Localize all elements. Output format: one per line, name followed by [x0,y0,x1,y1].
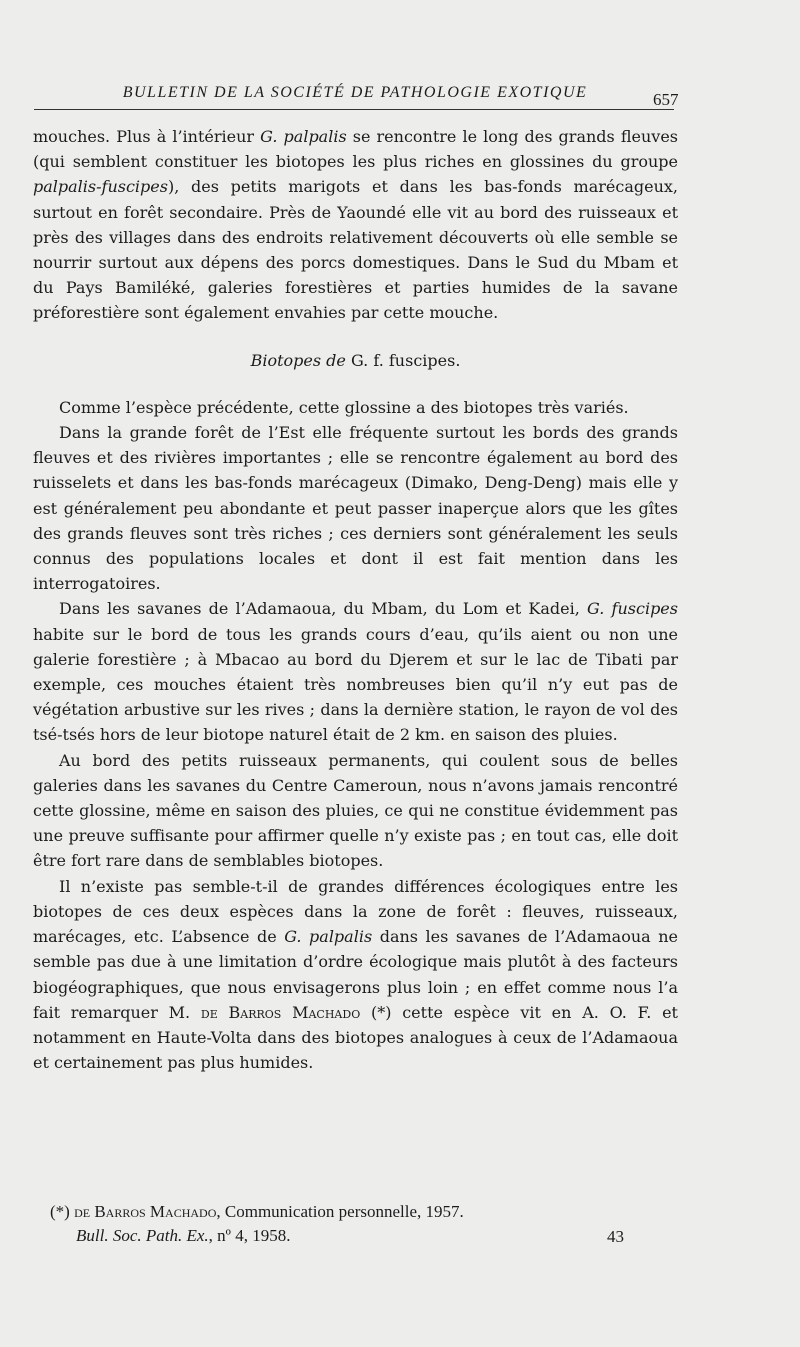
p1-text-3: ), des petits marigots et dans les bas-fonds marécageux, surtout en forêt secondaire. Près de Yaoundé elle vit au bord des ruisseaux et près des villages dans des endroits relativement découverts où elle semble se nourrir surtout aux dépens des porcs domestiques. Dans le Sud du Mbam et du Pays Bamiléké, galeries forestières et parties humides de la savane préforestière sont également envahies par cette mouche. [33,177,678,323]
heading-italic: Biotopes de [250,350,346,370]
p4-text-2: habite sur le bord de tous les grands cours d’eau, qu’ils aient ou non une galerie forestière ; à Mbacao au bord du Djerem et sur le lac de Tibati par exemple, ces mouches étaient très nombreuses bien qu’il n’y eut pas de végétation arbustive sur les rives ; dans la dernière station, le rayon de vol des tsé-tsés hors de leur biotope naturel était de 2 km. en saison des pluies. [33,624,678,745]
footnote-journal: Bull. Soc. Path. Ex. [76,1226,209,1245]
p1-text-1: mouches. Plus à l’intérieur [33,127,261,146]
paragraph-4 [33,596,678,747]
footnote-line-1 [50,1200,570,1224]
p1-species-2: palpalis-fuscipes [33,177,168,197]
p6-text-2: dans les savanes de l’Adamaoua ne semble pas due à une limitation d’ordre écologique mais plutôt à des facteurs biogéographiques, que nous envisagerons plus loin ; en effet comme nous l’a fait remarquer M. [33,927,678,1022]
paragraph-3: Dans la grande forêt de l’Est elle fréquente surtout les bords des grands fleuves et des rivières importantes ; elle se rencontre également au bord des ruisselets et dans les bas-fonds marécageux (Dimako, Deng-Deng) mais elle y est généralement peu abondante et peut passer inaperçue alors que les gîtes des grands fleuves sont très riches ; ces derniers sont généralement les seuls connus des populations locales et dont il est fait mention dans les interrogatoires. [33,423,678,594]
paragraph-5: Au bord des petits ruisseaux permanents, qui coulent sous de belles galeries dans les savanes du Centre Cameroun, nous n’avons jamais rencontré cette glossine, même en saison des pluies, ce qui ne constitue évidemment pas une preuve suffisante pour affirmer quelle n’y existe pas ; en tout cas, elle doit être fort rare dans de semblables biotopes. [33,750,678,871]
footnote-text: , Communication personnelle, 1957. [216,1202,464,1221]
article-body [33,124,678,1075]
running-header: BULLETIN DE LA SOCIÉTÉ DE PATHOLOGIE EXOTIQUE [122,84,588,101]
footnote-marker: (*) [50,1202,70,1221]
signature-mark: 43 [607,1227,624,1246]
p1-species-1: G. palpalis [260,127,347,146]
header-rule [34,109,674,110]
footnote-line-2 [50,1224,570,1248]
footnote-issue: , nº 4, 1958. [208,1226,291,1245]
footnote-author: de Barros Machado [74,1202,217,1221]
p4-species: G. fuscipes [587,599,678,619]
p6-text-1: Il n’existe pas semble-t-il de grandes différences écologiques entre les biotopes de ces deux espèces dans la zone de forêt : fleuves, ruisseaux, marécages, etc. L’absence de [33,876,678,947]
section-heading [33,348,678,373]
p6-author: de Barros Machado [200,1002,361,1022]
paragraph-6 [33,874,678,1076]
p4-text-1: Dans les savanes de l’Adamaoua, du Mbam, du Lom et Kadei, [59,599,588,619]
p6-text-3: (*) cette espèce vit en A. O. F. et notamment en Haute-Volta dans des biotopes analogues à ceux de l’Adamaoua et certainement pas plus humides. [33,1002,678,1073]
footnote [50,1200,570,1248]
p1-text-2: se rencontre le long des grands fleuves (qui semblent constituer les biotopes les plus riches en glossines du groupe [33,127,678,172]
page-number: 657 [653,90,679,109]
paragraph-2: Comme l’espèce précédente, cette glossine a des biotopes très variés. [59,397,629,417]
heading-species: G. f. fuscipes. [350,350,461,370]
paragraph-1 [33,124,678,326]
p6-species: G. palpalis [284,927,373,947]
